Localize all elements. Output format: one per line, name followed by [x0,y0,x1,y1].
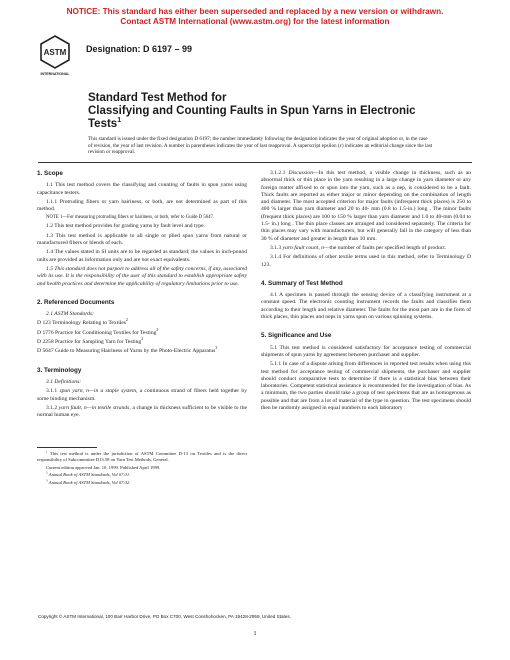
notice-line-2: Contact ASTM International (www.astm.org) for the latest information [120,17,390,26]
para-2-1: 2.1 ASTM Standards: [46,311,95,318]
notice-banner [0,7,510,27]
para-1-1: 1.1 This test method covers the classifying and counting of faults in spun yarns using capacitance testers. [37,182,247,196]
note-1: NOTE 1—For measuring protruding fibers or hairiness, or both, refer to Guide D 5647. [46,215,215,221]
para-5-1: 5.1 This test method is considered satisfactory for acceptance testing of commercial shipments of spun yarns by agreement between purchaser and supplier. [261,344,471,358]
para-1-1-1: 1.1.1 Protruding fibers or yarn hairiness, or both, are not determined as part of this method. [37,198,247,213]
right-column [261,170,471,414]
para-3-1-2: 3.1.2 yarn fault, n—in textile strands, a change in thickness sufficient to be visible to the normal human eye. [37,404,247,419]
para-3-1-3: 3.1.3 yarn fault count, n—the number of faults per specified length of product. [270,244,447,251]
para-5-1-1: 5.1.1 In case of a dispute arising from differences in reported test results when using this test method for acceptance testing of commercial shipments, the purchaser and supplier should conduct comparative tests to determine if there is a statistical bias between their laboratories. Competent statistical assistance is recommended for the investigation of bias. As a minimum, the two parties should take a group of test specimens that are as homogenous as possible and that are from a lot of material of the type in question. The test specimens should then be randomly assigned in equal numbers to each laboratory [261,361,471,412]
title-footnote-mark: 1 [117,117,122,125]
copyright-footer: Copyright © ASTM International, 100 Barr Harbor Drive, PO Box C700, West Conshohocken, PA 19428-2959, United States. [38,614,291,619]
title-line-2: Classifying and Counting Faults in Spun Yarns in Electronic [88,105,416,117]
footnote-3: $^3$ Annual Book of ASTM Standards, Vol 07.02. [46,478,131,485]
header-divider [38,162,472,163]
para-1-2: 1.2 This test method provides for grading yarns by fault level and type. [46,223,205,230]
footnote-1: $^1$ This test method is under the jurisdiction of ASTM Committee D-13 on Textiles and is the direct responsibility of Subcommittee D13.58 on Yarn Test Methods, General. [37,449,247,463]
para-1-5: 1.5 This standard does not purport to address all of the safety concerns, if any, associated with its use. It is the responsibility of the user of this standard to establish appropriate safety and health practices and determine the applicability of regulatory limitations prior to use. [37,265,247,287]
reference-d1776: D 1776 Practice for Conditioning Textiles for Testing$^2$ [37,327,159,336]
section-3-heading: 3. Terminology [37,366,82,374]
issued-note: This standard is issued under the fixed designation D 6197; the number immediately following the designation indicates the year of original adoption or, in the case of revision, the year of last revision. A number in parentheses indicates the year of last reapproval. A superscript epsilon (ε) indicates an editorial change since the last revision or reapproval. [88,136,433,155]
para-1-3: 1.3 This test method is applicable to all single or plied spun yarns from natural or manufactured fibers or blends of each. [37,232,247,247]
footnote-2: $^2$ Annual Book of ASTM Standards, Vol 07.01. [46,470,131,478]
footnote-divider [37,447,97,448]
section-1-heading: 1. Scope [37,170,63,177]
footnote-approved: Current edition approved Jan. 10, 1999. Published April 1999. [46,464,161,470]
logo-subtext: INTERNATIONAL [40,72,70,76]
reference-d2258: D 2258 Practice for Sampling Yarn for Testing$^2$ [37,337,144,346]
designation: Designation: D 6197 – 99 [86,44,193,54]
para-3-1-2-1: 3.1.2.1 Discussion—In this test method, a visible change in thickness, such as an abnormal thick or thin place in the yarn resulting in a large change in yarn diameter or any foreign matter affixed to or spun into the yarn, such as a nep, is considered to be a fault. Thick faults are reported as either major or minor depending on the combination of length and diameter. The most accepted criterion for major faults (infrequent thick places) is 250 to 400 % larger than yarn diameter and 20 to 40- mm (0.8 to 1.5-in.) long . The minor faults (frequent thick places) are 100 to 150 % larger than yarn diameter and 1.0 to 40-mm (0.04 to 1.5- in.) long . The thin place classes are arranged and considered separately. The criteria for thin places may vary with manufacturers, but will generally fall in the category of less than 30 % of diameter and greater in length than 10 mm. [261,170,471,242]
page-number: 1 [253,630,257,637]
para-3-1-1: 3.1.1 spun yarn, n—in a staple system, a continuous strand of fibers held together by some binding mechanism. [37,388,247,402]
left-column [37,170,247,487]
reference-d5647: D 5647 Guide to Measuring Hairiness of Yarns by the Photo-Electric Apparatus$^3$ [37,346,218,355]
notice-line-1: NOTICE: This standard has either been superseded and replaced by a new version or withdrawn. [66,7,444,16]
para-1-4: 1.4 The values stated in SI units are to be regarded as standard; the values in inch-pound units are provided as information only and are not exact equivalents. [37,249,247,263]
section-2-heading: 2. Referenced Documents [37,298,115,306]
document-title [88,92,428,131]
para-3-1: 3.1 Definitions: [46,378,82,385]
para-4-1: 4.1 A specimen is passed through the sensing device of a classifying instrument at a constant speed. The electronic counting instrument records the faults and classifies them according to their length and relative diameter. The faults for the most part are in the form of thick places, thin places and neps in yarns spun on various spinning systems. [261,292,471,321]
logo-text: ASTM [43,48,67,57]
reference-d123: D 123 Terminology Relating to Textiles$^2$ [37,318,128,327]
title-line-1: Standard Test Method for [88,92,227,104]
astm-logo-icon [38,34,72,78]
para-3-1-4: 3.1.4 For definitions of other textile terms used in this method, refer to Terminology D 123. [261,254,471,268]
section-5-heading: 5. Significance and Use [261,332,332,340]
section-4-heading: 4. Summary of Test Method [261,279,343,287]
title-line-3: Tests [88,118,118,130]
